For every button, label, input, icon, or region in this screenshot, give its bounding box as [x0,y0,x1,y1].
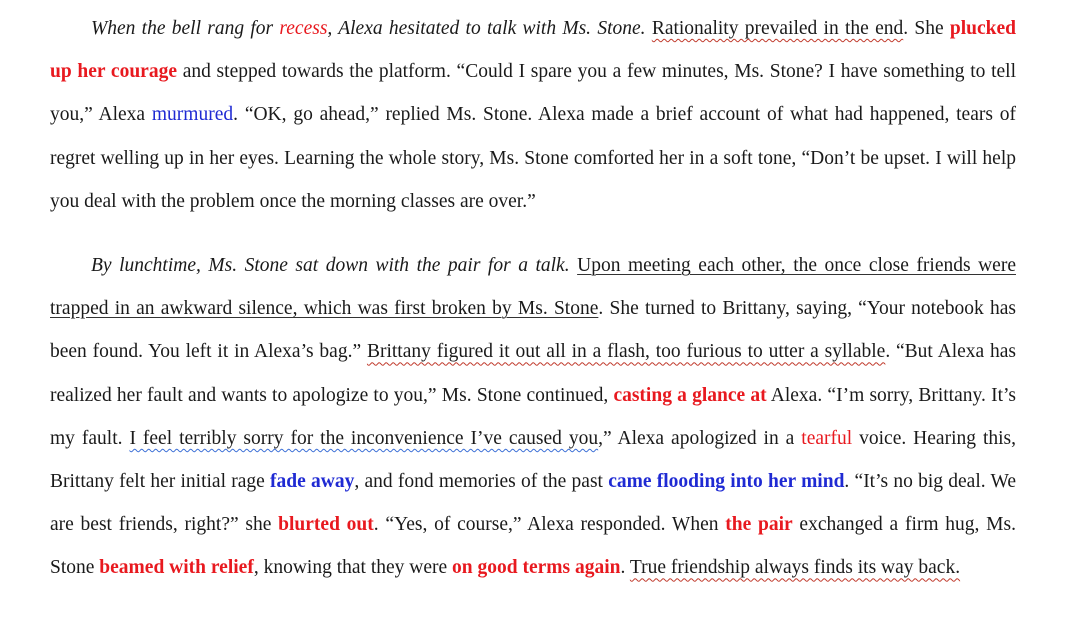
highlighted-phrase: on good terms again [452,557,621,579]
segment: Alexa. “I’m sorry, Brittany. It’s my fault. [50,384,1016,449]
segment: When the bell rang for [91,18,280,39]
highlighted-phrase: plucked up her courage [50,18,1017,83]
underlined-sentence: Brittany figured it out all in a flash, too furious to utter a syllable [366,341,886,363]
highlighted-word: murmured [151,104,234,126]
underlined-sentence: I feel terribly sorry for the inconvenience I’ve caused you [129,427,599,449]
underlined-sentence: True friendship always finds its way back. [629,557,961,579]
segment: . “But Alexa has realized her fault and wants to apologize to you,” Ms. Stone continued, [50,341,1017,406]
highlighted-phrase: the pair [725,514,793,536]
segment: and stepped towards the platform. “Could I spare you a few minutes, Ms. Stone? I have something to tell you,” Alexa [50,61,1016,126]
highlighted-word: recess [279,18,328,39]
segment: . She turned to Brittany, saying, “Your notebook has been found. You left it in Alexa’s bag.” [50,298,1016,363]
segment: , and fond memories of the past [354,471,609,493]
highlighted-phrase: blurted out [278,514,374,536]
highlighted-phrase: fade away [270,471,355,493]
segment [570,255,578,276]
segment: . “OK, go ahead,” replied Ms. Stone. Alexa made a brief account of what had happened, tears of regret welling up in her eyes. Learning the whole story, Ms. Stone comforted her in a soft tone, “Don’t be upset. I will help you deal with the problem once the morning classes are over.” [50,104,1016,212]
segment: By lunchtime, Ms. Stone sat down with the pair for a talk. [91,255,570,277]
segment: voice. Hearing this, Brittany felt her initial rage [50,427,1016,493]
segment: exchanged a firm hug, Ms. Stone [50,514,1016,579]
segment: , Alexa hesitated to talk with Ms. Stone. [327,18,646,39]
underlined-sentence: Upon meeting each other, the once close friends were trapped in an awkward silence, which was first broken by Ms. Stone [50,255,1016,320]
highlighted-phrase: came flooding into her mind [608,471,845,493]
paragraph-2 [50,244,1016,590]
document-page [50,7,1016,590]
segment: , knowing that they were [253,557,453,579]
highlighted-word: tearful [801,427,853,449]
paragraph-1 [50,7,1016,223]
segment: . [620,557,630,579]
segment: . She [903,18,950,39]
underlined-sentence: Rationality prevailed in the end [651,18,904,39]
segment: ,” Alexa apologized in a [598,427,802,449]
highlighted-phrase: casting a glance at [613,384,767,406]
highlighted-phrase: beamed with relief [99,557,254,579]
segment: . “It’s no big deal. We are best friends, right?” she [50,471,1016,536]
segment: . “Yes, of course,” Alexa responded. When [373,514,726,536]
